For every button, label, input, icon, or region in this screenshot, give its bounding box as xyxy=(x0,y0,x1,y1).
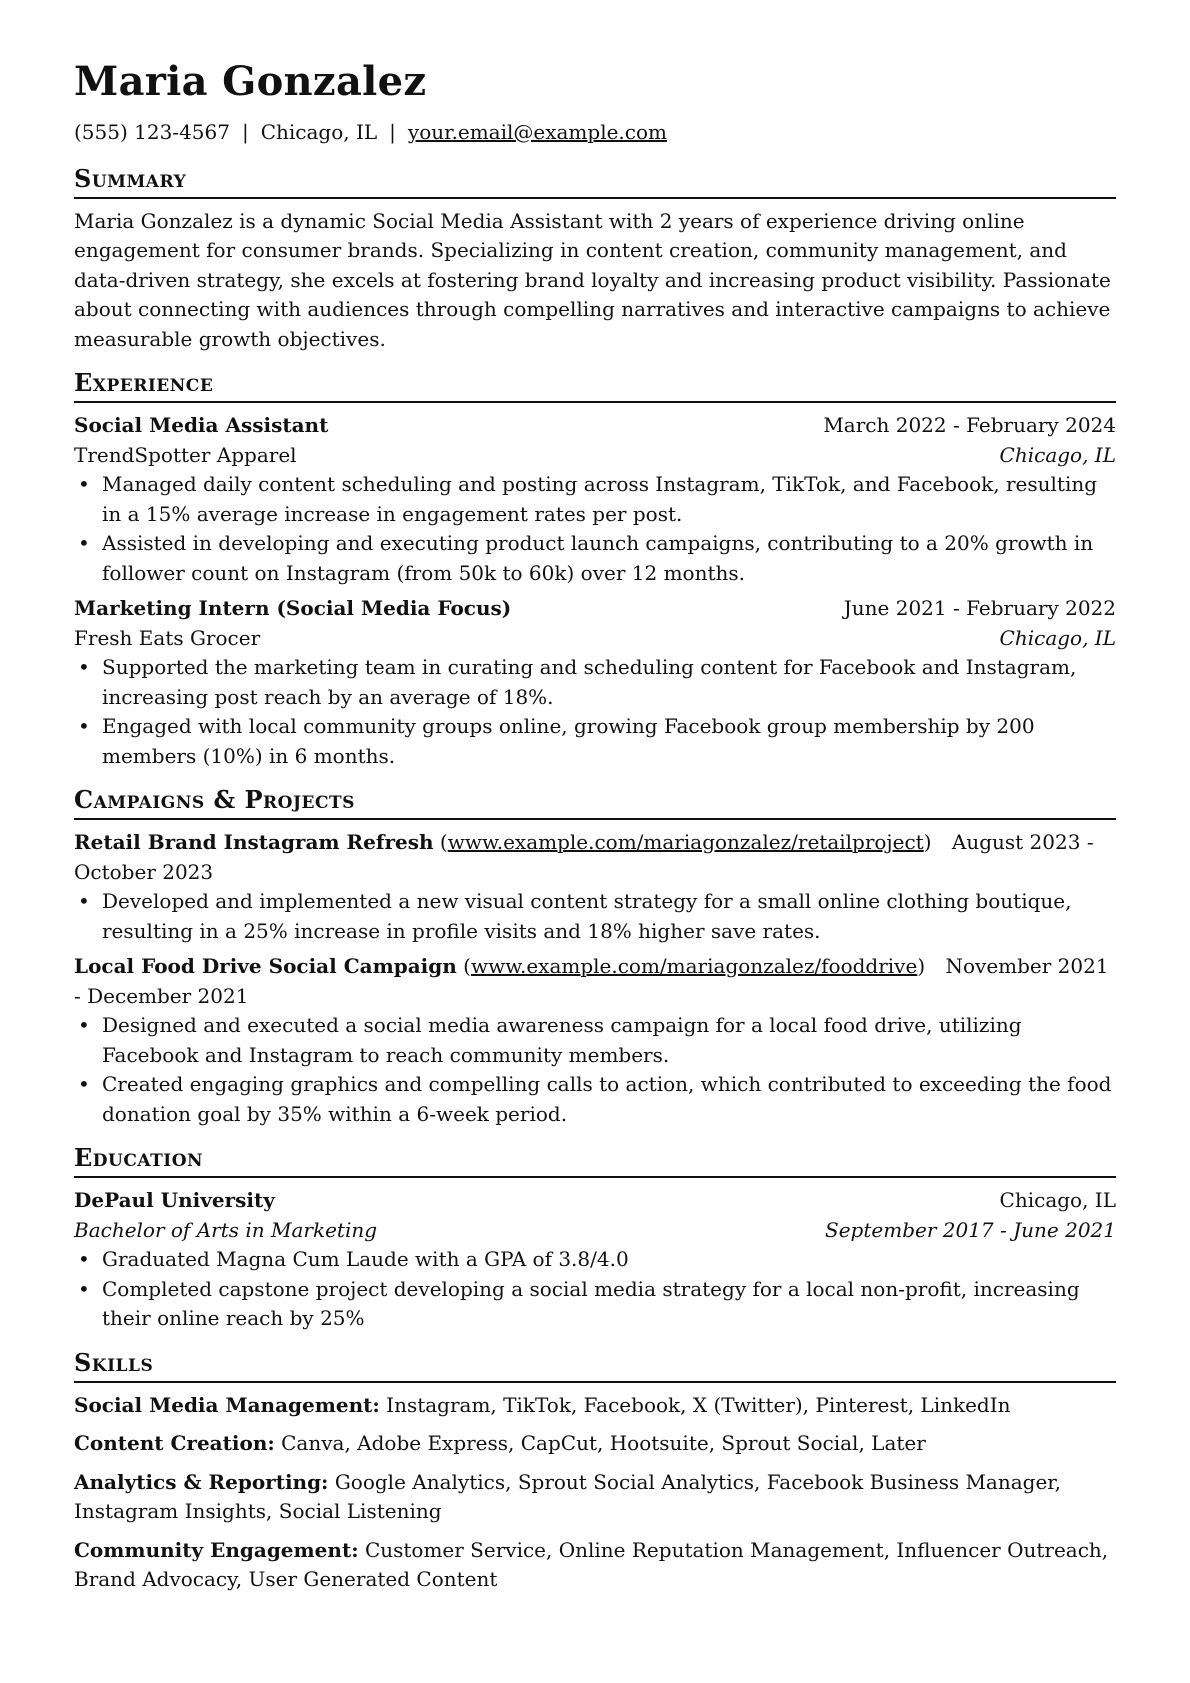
project-bullets xyxy=(74,1011,1116,1129)
project-header: Local Food Drive Social Campaign (www.example.com/mariagonzalez/fooddrive) November 2021 - December 2021 xyxy=(74,954,1109,1008)
skill-line xyxy=(74,1536,1116,1595)
school-location: Chicago, IL xyxy=(999,1188,1116,1212)
job-bullets xyxy=(74,470,1116,588)
project-link[interactable]: www.example.com/mariagonzalez/fooddrive xyxy=(470,954,918,978)
company-name: TrendSpotter Apparel xyxy=(74,442,297,467)
project-name: Retail Brand Instagram Refresh xyxy=(74,830,434,854)
candidate-name: Maria Gonzalez xyxy=(74,58,427,105)
skills-section xyxy=(74,1348,1116,1595)
bullet-item: • Managed daily content scheduling and posting across Instagram, TikTok, and Facebook, resulting in a 15% average increase in engagement rates per post. xyxy=(102,470,1116,529)
skill-line xyxy=(74,1391,1116,1421)
skill-label: Social Media Management: xyxy=(74,1392,380,1417)
location: Chicago, IL xyxy=(260,120,378,144)
section-title-experience: Experience xyxy=(74,368,1116,403)
job-title: Marketing Intern (Social Media Focus) xyxy=(74,596,512,620)
bullet-item: • Developed and implemented a new visual content strategy for a small online clothing boutique, resulting in a 25% increase in profile visits and 18% higher save rates. xyxy=(102,887,1116,946)
job-dates: June 2021 - February 2022 xyxy=(843,596,1116,620)
summary-section xyxy=(74,164,1116,355)
section-title-education: Education xyxy=(74,1143,1116,1178)
bullet-item: • Created engaging graphics and compelling calls to action, which contributed to exceeding the food donation goal by 35% within a 6-week period. xyxy=(102,1070,1116,1129)
school-name: DePaul University xyxy=(74,1188,275,1212)
section-title-summary: Summary xyxy=(74,164,1116,199)
project-header: Retail Brand Instagram Refresh (www.example.com/mariagonzalez/retailproject) August 2023 - October 2023 xyxy=(74,830,1094,884)
phone-number: (555) 123-4567 xyxy=(74,120,230,144)
degree: Bachelor of Arts in Marketing xyxy=(74,1217,378,1242)
job-location: Chicago, IL xyxy=(999,442,1116,467)
job-location: Chicago, IL xyxy=(999,625,1116,650)
experience-section xyxy=(74,368,1116,771)
skill-label: Analytics & Reporting: xyxy=(74,1469,329,1494)
skill-label: Community Engagement: xyxy=(74,1537,359,1562)
job-dates: March 2022 - February 2024 xyxy=(823,413,1116,437)
section-title-skills: Skills xyxy=(74,1348,1116,1383)
skill-line xyxy=(74,1468,1116,1527)
skill-value: Customer Service, Online Reputation Management, Influencer Outreach, Brand Advocacy, User Generated Content xyxy=(74,1537,1109,1591)
email-link[interactable]: your.email@example.com xyxy=(407,120,667,144)
job-title: Social Media Assistant xyxy=(74,413,329,437)
bullet-item: • Graduated Magna Cum Laude with a GPA of 3.8/4.0 xyxy=(102,1245,1116,1275)
company-name: Fresh Eats Grocer xyxy=(74,625,261,650)
job-entry xyxy=(74,411,1116,588)
project-dates: November 2021 - December 2021 xyxy=(74,954,1109,1008)
skill-value: Canva, Adobe Express, CapCut, Hootsuite, Sprout Social, Later xyxy=(281,1431,926,1455)
skill-label: Content Creation: xyxy=(74,1431,275,1455)
project-dates: August 2023 - October 2023 xyxy=(74,830,1094,884)
project-entry xyxy=(74,952,1116,1129)
projects-section xyxy=(74,785,1116,1129)
bullet-item: • Engaged with local community groups online, growing Facebook group membership by 200 members (10%) in 6 months. xyxy=(102,712,1116,771)
skill-line xyxy=(74,1429,1116,1459)
skill-value: Instagram, TikTok, Facebook, X (Twitter), Pinterest, LinkedIn xyxy=(386,1392,1011,1417)
project-link[interactable]: www.example.com/mariagonzalez/retailproject xyxy=(447,830,924,854)
separator: | xyxy=(389,120,396,144)
summary-text: Maria Gonzalez is a dynamic Social Media Assistant with 2 years of experience driving online engagement for consumer brands. Specializing in content creation, community management, and data-driven strategy, she excels at fostering brand loyalty and increasing product visibility. Passionate about connecting with audiences through compelling narratives and interactive campaigns to achieve measurable growth objectives. xyxy=(74,208,1111,351)
skill-value: Google Analytics, Sprout Social Analytics, Facebook Business Manager, Instagram Insights, Social Listening xyxy=(74,1469,1062,1523)
education-dates: September 2017 - June 2021 xyxy=(825,1217,1116,1242)
education-section xyxy=(74,1143,1116,1334)
bullet-item: • Supported the marketing team in curating and scheduling content for Facebook and Instagram, increasing post reach by an average of 18%. xyxy=(102,653,1116,712)
bullet-item: • Assisted in developing and executing product launch campaigns, contributing to a 20% growth in follower count on Instagram (from 50k to 60k) over 12 months. xyxy=(102,529,1116,588)
project-name: Local Food Drive Social Campaign xyxy=(74,954,457,978)
bullet-item: • Completed capstone project developing a social media strategy for a local non-profit, increasing their online reach by 25% xyxy=(102,1275,1116,1334)
project-entry xyxy=(74,828,1116,946)
section-title-projects: Campaigns & Projects xyxy=(74,785,1116,820)
job-bullets xyxy=(74,653,1116,771)
project-bullets xyxy=(74,887,1116,946)
education-bullets xyxy=(74,1245,1116,1334)
separator: | xyxy=(241,120,249,144)
contact-line xyxy=(74,118,1116,148)
job-entry xyxy=(74,594,1116,771)
bullet-item: • Designed and executed a social media awareness campaign for a local food drive, utilizing Facebook and Instagram to reach community members. xyxy=(102,1011,1116,1070)
